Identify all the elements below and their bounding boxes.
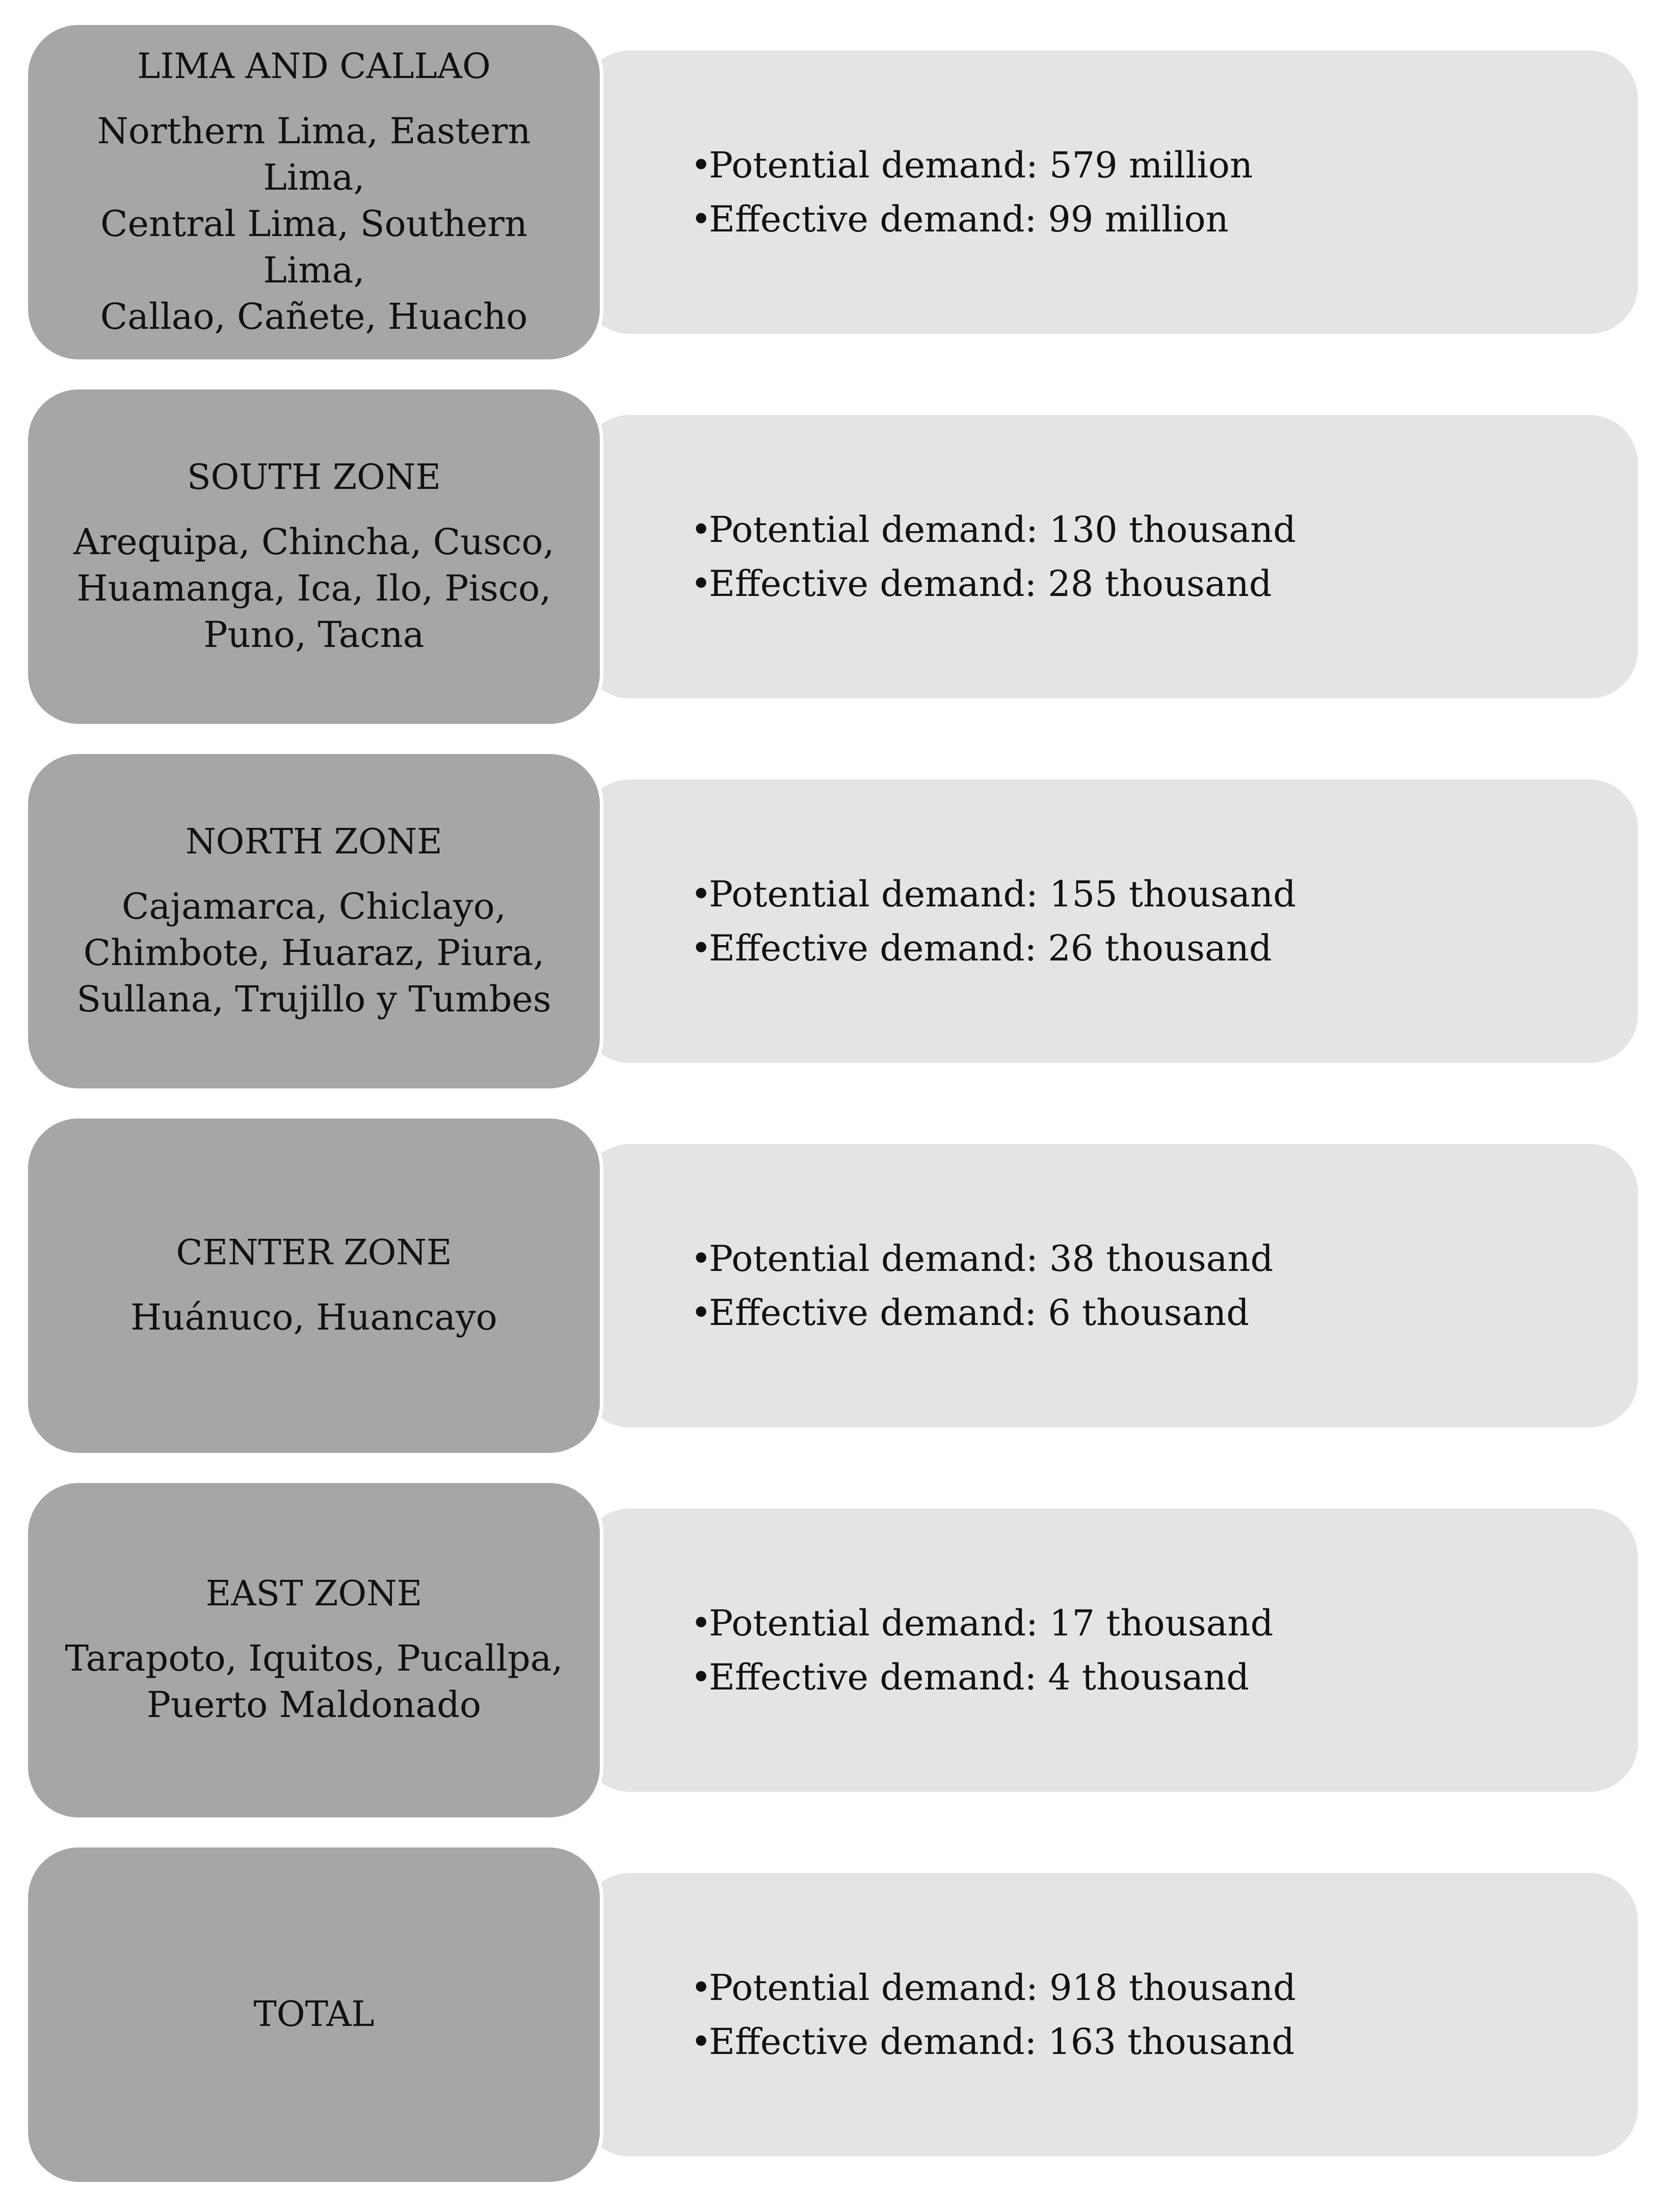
potential-demand	[691, 1596, 1273, 1650]
city-line: Huánuco, Huancayo	[130, 1296, 497, 1338]
effective-demand	[691, 2015, 1296, 2069]
bullet-icon: •	[691, 1602, 712, 1644]
zone-box	[24, 1844, 603, 2185]
zone-title: TOTAL	[253, 1994, 375, 2035]
demand-list	[691, 1961, 1296, 2069]
bullet-icon: •	[691, 144, 712, 186]
bullet-icon: •	[691, 1238, 712, 1280]
city-line: Northern Lima, Eastern Lima,	[97, 110, 531, 198]
potential-demand	[691, 867, 1296, 921]
zone-row-total	[0, 1844, 1664, 2185]
bullet-icon: •	[691, 1656, 712, 1698]
potential-demand-text: Potential demand: 17 thousand	[709, 1602, 1274, 1644]
demand-box	[581, 415, 1638, 698]
city-line: Tarapoto, Iquitos, Pucallpa,	[65, 1637, 563, 1679]
city-line: Chimbote, Huaraz, Piura,	[83, 931, 545, 974]
zone-cities	[28, 108, 600, 340]
zone-title: SOUTH ZONE	[187, 457, 441, 498]
demand-box	[581, 50, 1638, 334]
effective-demand-text: Effective demand: 6 thousand	[709, 1292, 1250, 1334]
city-line: Sullana, Trujillo y Tumbes	[76, 978, 551, 1020]
demand-list	[691, 138, 1253, 246]
zone-title: LIMA AND CALLAO	[137, 46, 491, 87]
effective-demand	[691, 1286, 1273, 1340]
bullet-icon: •	[691, 198, 712, 240]
demand-list	[691, 1232, 1273, 1340]
effective-demand-text: Effective demand: 163 thousand	[709, 2021, 1295, 2063]
potential-demand-text: Potential demand: 918 thousand	[709, 1967, 1296, 2009]
bullet-icon: •	[691, 2021, 712, 2063]
city-line: Central Lima, Southern Lima,	[100, 202, 527, 291]
effective-demand	[691, 557, 1296, 611]
zone-row-north	[0, 750, 1664, 1092]
city-line: Arequipa, Chincha, Cusco,	[73, 521, 554, 563]
bullet-icon: •	[691, 873, 712, 915]
zone-box	[24, 1115, 603, 1456]
zone-title: EAST ZONE	[205, 1574, 422, 1614]
bullet-icon: •	[691, 509, 712, 551]
demand-list	[691, 867, 1296, 975]
bullet-icon: •	[691, 927, 712, 969]
potential-demand-text: Potential demand: 38 thousand	[709, 1238, 1274, 1280]
zone-cities	[110, 1294, 517, 1341]
potential-demand	[691, 1961, 1296, 2015]
demand-list	[691, 503, 1296, 611]
potential-demand	[691, 1232, 1273, 1286]
effective-demand-text: Effective demand: 26 thousand	[709, 927, 1272, 969]
demand-box	[581, 1144, 1638, 1427]
zone-row-center	[0, 1115, 1664, 1456]
potential-demand-text: Potential demand: 130 thousand	[709, 509, 1296, 551]
zone-row-south	[0, 386, 1664, 727]
effective-demand	[691, 1650, 1273, 1704]
zone-box	[24, 1479, 603, 1821]
potential-demand-text: Potential demand: 155 thousand	[709, 873, 1296, 915]
zone-cities	[56, 883, 571, 1023]
city-line: Puerto Maldonado	[146, 1684, 482, 1726]
demand-box	[581, 1873, 1638, 2156]
effective-demand-text: Effective demand: 99 million	[709, 198, 1229, 240]
demand-box	[581, 779, 1638, 1063]
bullet-icon: •	[691, 1292, 712, 1334]
effective-demand-text: Effective demand: 4 thousand	[709, 1656, 1250, 1698]
zone-title: NORTH ZONE	[186, 821, 442, 862]
city-line: Callao, Cañete, Huacho	[100, 295, 528, 337]
zone-box	[24, 21, 603, 363]
zone-title: CENTER ZONE	[176, 1232, 452, 1273]
zone-cities	[53, 519, 575, 658]
demand-list	[691, 1596, 1273, 1704]
city-line: Cajamarca, Chiclayo,	[121, 885, 507, 927]
zone-box	[24, 386, 603, 727]
potential-demand	[691, 138, 1253, 192]
potential-demand-text: Potential demand: 579 million	[709, 144, 1253, 186]
effective-demand-text: Effective demand: 28 thousand	[709, 563, 1272, 605]
city-line: Puno, Tacna	[203, 613, 425, 656]
effective-demand	[691, 192, 1253, 246]
zone-cities	[44, 1635, 583, 1728]
bullet-icon: •	[691, 563, 712, 605]
city-line: Huamanga, Ica, Ilo, Pisco,	[76, 567, 551, 609]
bullet-icon: •	[691, 1967, 712, 2009]
demand-box	[581, 1508, 1638, 1792]
potential-demand	[691, 503, 1296, 557]
zone-row-lima-callao	[0, 21, 1664, 363]
zone-box	[24, 750, 603, 1092]
zone-row-east	[0, 1479, 1664, 1821]
effective-demand	[691, 921, 1296, 975]
